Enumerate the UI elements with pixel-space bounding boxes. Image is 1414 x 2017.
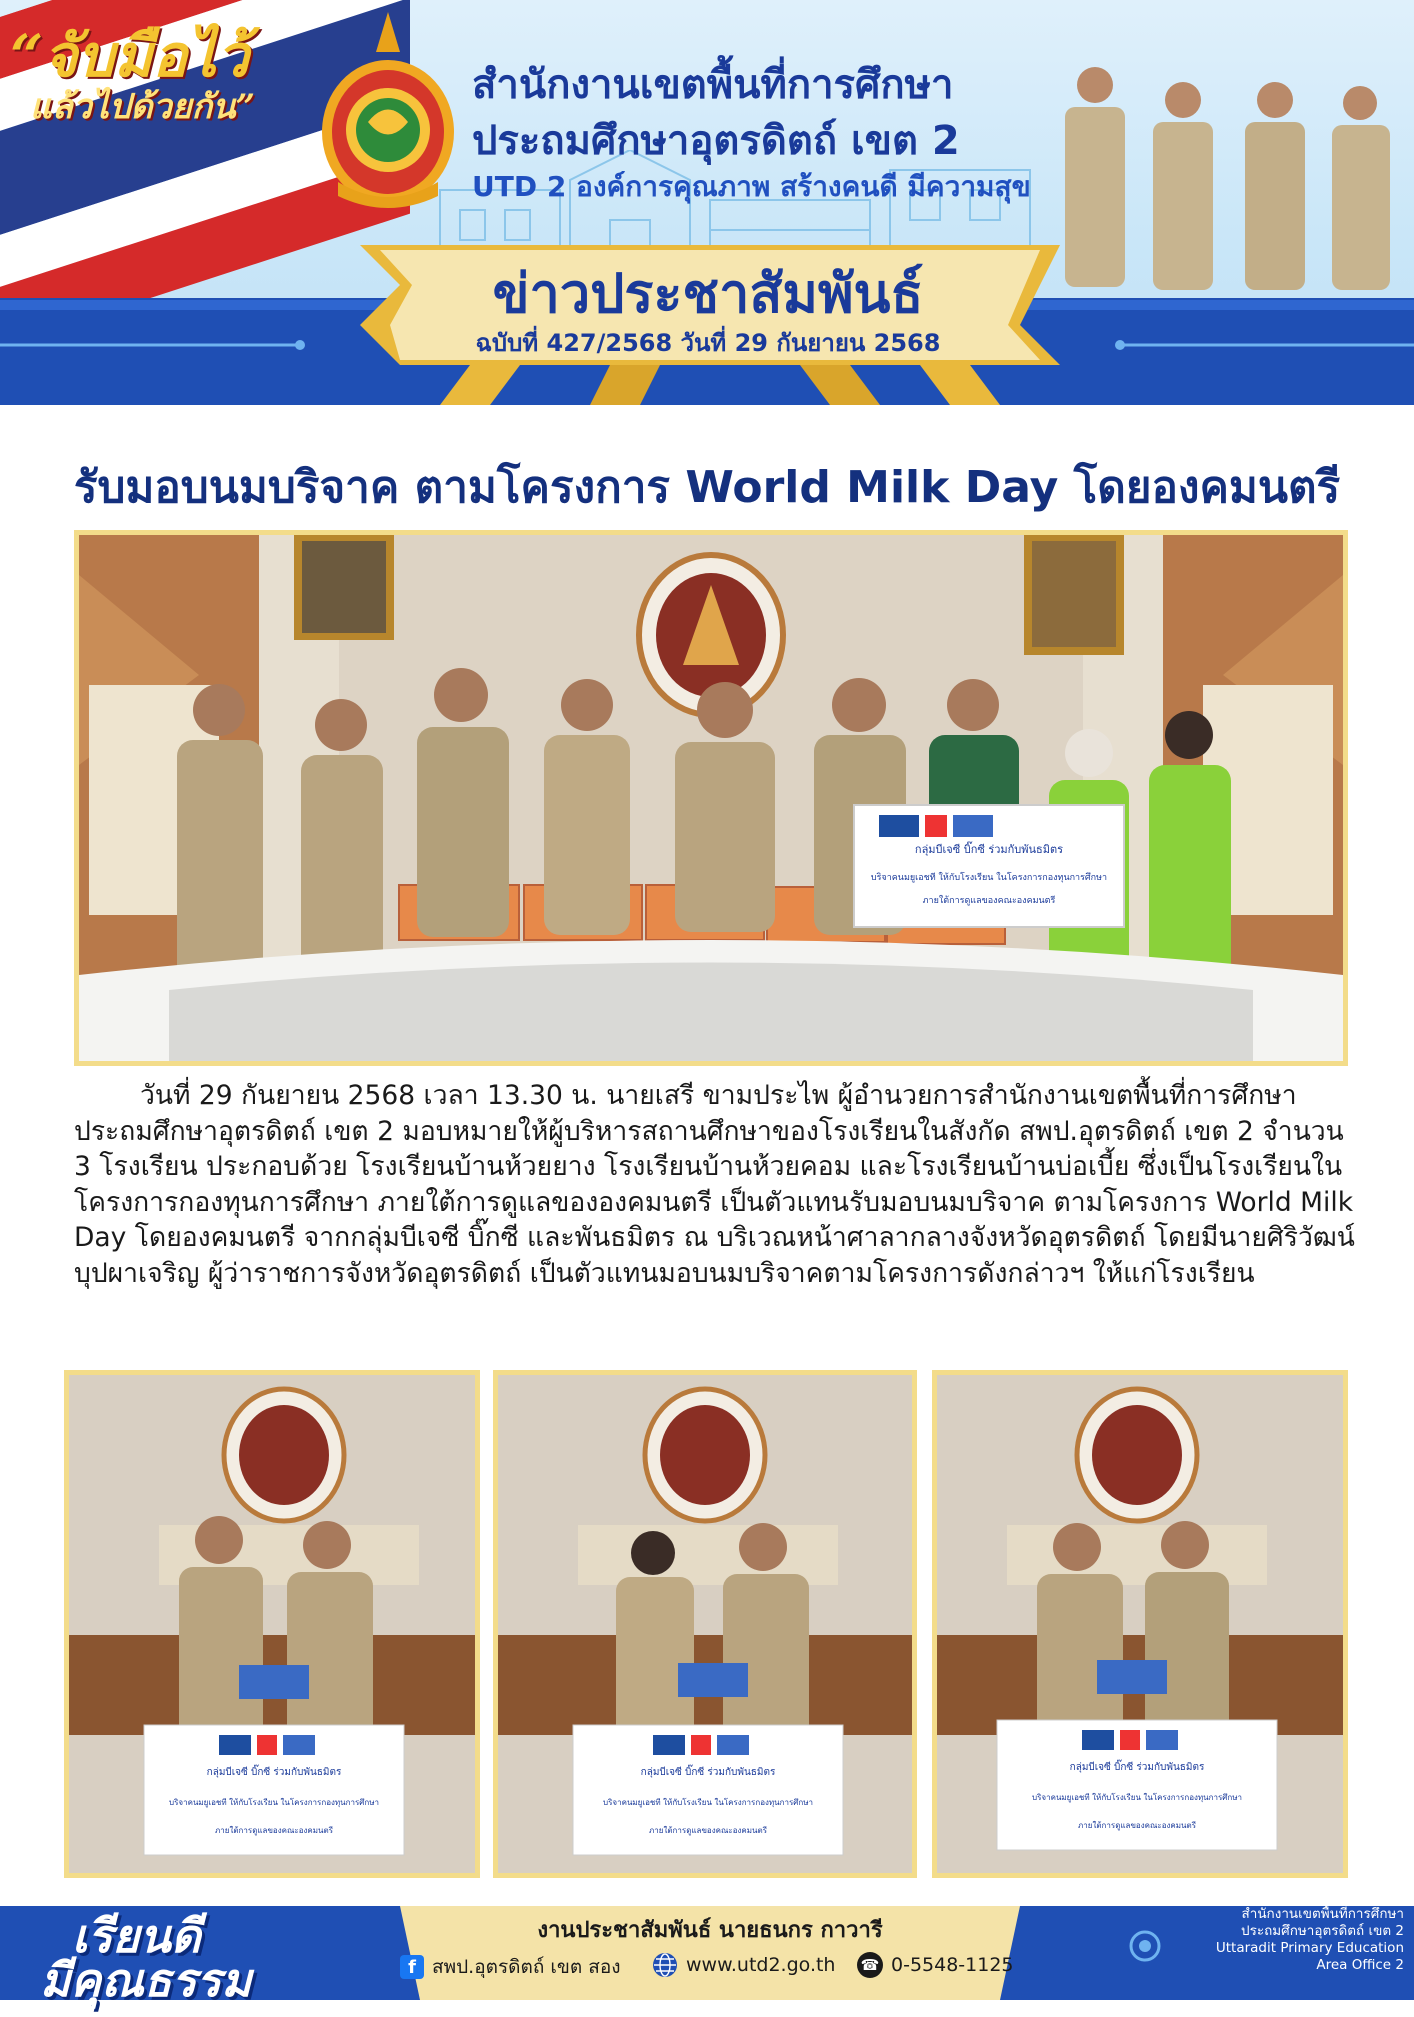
footer-motto-line1: เรียนดี — [72, 1909, 201, 1963]
article-body — [74, 1078, 1364, 1292]
footer-credit: งานประชาสัมพันธ์ นายธนกร กาวารี — [537, 1918, 883, 1943]
news-issue: ฉบับที่ 427/2568 วันที่ 29 กันยายน 2568 — [475, 329, 941, 357]
main-sign-line2: บริจาคนมยูเอชที ให้กับโรงเรียน ในโครงการกองทุนการศึกษา — [870, 873, 1108, 883]
website-url: www.utd2.go.th — [686, 1954, 836, 1976]
thumb3-sign-line2: บริจาคนมยูเอชที ให้กับโรงเรียน ในโครงการกองทุนการศึกษา — [1032, 1793, 1242, 1802]
footer-website[interactable] — [652, 1952, 835, 1978]
article-paragraph: วันที่ 29 กันยายน 2568 เวลา 13.30 น. นายเสรี ขามประไพ ผู้อำนวยการสำนักงานเขตพื้นที่การศึกษาประถมศึกษาอุตรดิตถ์ เขต 2 มอบหมายให้ผู้บริหารสถานศึกษาของโรงเรียนในสังกัด สพป.อุตรดิตถ์ เขต 2 จำนวน 3 โรงเรียน ประกอบด้วย โรงเรียนบ้านห้วยยาง โรงเรียนบ้านห้วยคอม และโรงเรียนบ้านบ่อเบี้ย ซึ่งเป็นโรงเรียนในโครงการกองทุนการศึกษา ภายใต้การดูแลขององคมนตรี เป็นตัวแทนรับมอบนมบริจาค ตามโครงการ World Milk Day โดยองคมนตรี จากกลุ่มบีเจซี บิ๊กซี และพันธมิตร ณ บริเวณหน้าศาลากลางจังหวัดอุตรดิตถ์ โดยมีนายศิริวัฒน์ บุปผาเจริญ ผู้ว่าราชการจังหวัดอุตรดิตถ์ เป็นตัวแทนมอบนมบริจาคตามโครงการดังกล่าวฯ ให้แก่โรงเรียน — [74, 1080, 1355, 1289]
thumb-photo-1 — [64, 1370, 480, 1878]
main-sign-line1: กลุ่มบีเจซี บิ๊กซี ร่วมกับพันธมิตร — [914, 843, 1064, 856]
footer-circle-decoration — [1125, 1926, 1165, 1966]
footer-facebook[interactable] — [400, 1952, 621, 1982]
handover-scene-2 — [498, 1375, 912, 1873]
footer-office-block — [1174, 1906, 1404, 1974]
phone-number: 0-5548-1125 — [891, 1954, 1014, 1976]
news-title: ข่าวประชาสัมพันธ์ — [492, 262, 924, 325]
thumb3-sign-line3: ภายใต้การดูแลของคณะองคมนตรี — [1078, 1821, 1196, 1830]
slogan-line2: แล้วไปด้วยกัน” — [30, 87, 256, 127]
office-line1: สำนักงานเขตพื้นที่การศึกษา — [1241, 1906, 1404, 1922]
footer-motto-line2: มีคุณธรรม — [40, 1953, 252, 2007]
handover-scene-3 — [937, 1375, 1343, 1873]
thumb2-sign-line3: ภายใต้การดูแลของคณะองคมนตรี — [649, 1826, 767, 1835]
facebook-icon: f — [400, 1955, 424, 1979]
staff-group-photo — [1040, 55, 1410, 290]
handover-scene-1 — [69, 1375, 475, 1873]
footer-phone[interactable] — [857, 1952, 1014, 1978]
globe-icon — [652, 1952, 678, 1978]
thumb-photo-3 — [932, 1370, 1348, 1878]
org-name-line1: สำนักงานเขตพื้นที่การศึกษา — [472, 62, 954, 108]
thumb1-sign-line3: ภายใต้การดูแลของคณะองคมนตรี — [215, 1826, 333, 1835]
thumb3-sign-line1: กลุ่มบีเจซี บิ๊กซี ร่วมกับพันธมิตร — [1069, 1762, 1205, 1773]
phone-icon: ☎ — [857, 1952, 883, 1978]
headline: รับมอบนมบริจาค ตามโครงการ World Milk Day โดยองคมนตรี — [73, 462, 1341, 513]
thumb-photo-2 — [493, 1370, 917, 1878]
ceremony-scene — [79, 535, 1343, 1061]
slogan-line1: “จับมือไว้ — [10, 22, 249, 90]
office-line4: Area Office 2 — [1316, 1957, 1404, 1973]
thumb2-sign-line1: กลุ่มบีเจซี บิ๊กซี ร่วมกับพันธมิตร — [640, 1767, 776, 1778]
page-header — [0, 0, 1414, 405]
office-line2: ประถมศึกษาอุตรดิตถ์ เขต 2 — [1241, 1923, 1404, 1939]
thumb1-sign-line1: กลุ่มบีเจซี บิ๊กซี ร่วมกับพันธมิตร — [206, 1767, 342, 1778]
thumb1-sign-line2: บริจาคนมยูเอชที ให้กับโรงเรียน ในโครงการกองทุนการศึกษา — [169, 1798, 379, 1807]
org-name-line2: ประถมศึกษาอุตรดิตถ์ เขต 2 — [472, 118, 960, 164]
thumb2-sign-line2: บริจาคนมยูเอชที ให้กับโรงเรียน ในโครงการกองทุนการศึกษา — [603, 1798, 813, 1807]
main-photo — [74, 530, 1348, 1066]
org-tagline: UTD 2 องค์การคุณภาพ สร้างคนดี มีความสุข — [472, 170, 1031, 203]
office-line3: Uttaradit Primary Education — [1215, 1940, 1404, 1956]
main-sign-line3: ภายใต้การดูแลของคณะองคมนตรี — [922, 896, 1056, 906]
obec-emblem-icon — [318, 12, 458, 212]
facebook-page: สพป.อุตรดิตถ์ เขต สอง — [432, 1956, 621, 1978]
slogan — [10, 22, 256, 127]
